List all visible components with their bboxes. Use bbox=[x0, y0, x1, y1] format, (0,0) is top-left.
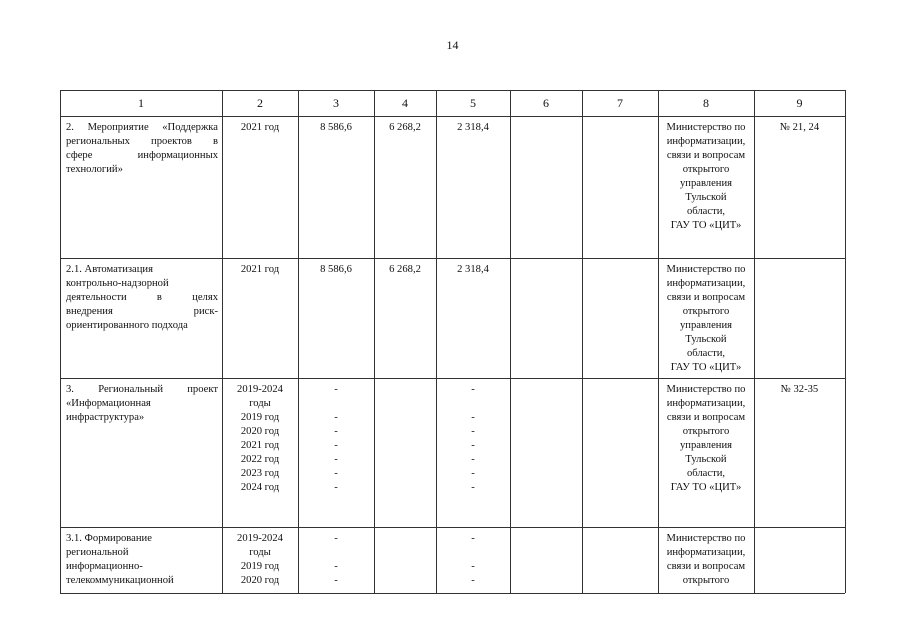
col3-value: 8 586,6 bbox=[320, 264, 352, 275]
col5-value: - bbox=[471, 533, 475, 544]
col3-cell bbox=[298, 383, 374, 495]
organization-cell bbox=[658, 383, 754, 495]
col4-cell bbox=[374, 263, 436, 277]
col5-value: - bbox=[471, 454, 475, 465]
org-line: управления bbox=[679, 440, 733, 451]
org-line: связи и вопросам bbox=[666, 292, 746, 303]
period-line: 2019 год bbox=[240, 412, 280, 423]
col5-value bbox=[436, 397, 510, 411]
period-cell bbox=[222, 383, 298, 495]
reference-cell: № 32-35 bbox=[780, 384, 819, 395]
name-line: информационно- bbox=[66, 561, 143, 572]
col3-value bbox=[298, 546, 374, 560]
col3-value: - bbox=[334, 468, 338, 479]
org-line: ГАУ ТО «ЦИТ» bbox=[670, 362, 742, 373]
organization-cell bbox=[658, 532, 754, 588]
header-col-9: 9 bbox=[796, 96, 803, 110]
period-line: 2020 год bbox=[240, 426, 280, 437]
header-col-3: 3 bbox=[333, 96, 339, 110]
header-col-8: 8 bbox=[703, 96, 709, 110]
col3-value: - bbox=[334, 440, 338, 451]
org-line: области, bbox=[686, 206, 726, 217]
org-line: связи и вопросам bbox=[666, 561, 746, 572]
org-line: информатизации, bbox=[666, 136, 746, 147]
col3-value: - bbox=[334, 533, 338, 544]
col3-cell bbox=[298, 121, 374, 135]
period-cell bbox=[222, 263, 298, 277]
col3-value: - bbox=[334, 426, 338, 437]
org-line: связи и вопросам bbox=[666, 412, 746, 423]
col3-value: - bbox=[334, 482, 338, 493]
org-line: ГАУ ТО «ЦИТ» bbox=[670, 482, 742, 493]
col5-cell bbox=[436, 383, 510, 495]
col5-cell bbox=[436, 532, 510, 588]
col5-value: 2 318,4 bbox=[457, 122, 489, 133]
col5-value: - bbox=[471, 561, 475, 572]
name-line: телекоммуникационной bbox=[66, 575, 174, 586]
col5-cell bbox=[436, 263, 510, 277]
period-line: 2024 год bbox=[240, 482, 280, 493]
org-line: открытого bbox=[682, 306, 730, 317]
org-line: Министерство по bbox=[666, 384, 746, 395]
name-line: 2. Мероприятие «Поддержка bbox=[66, 122, 218, 133]
reference-cell: № 21, 24 bbox=[779, 122, 820, 133]
col3-value bbox=[298, 397, 374, 411]
organization-cell bbox=[658, 263, 754, 375]
period-line: 2019 год bbox=[240, 561, 280, 572]
col5-value bbox=[436, 546, 510, 560]
name-line: ориентированного подхода bbox=[66, 320, 188, 331]
org-line: управления bbox=[679, 320, 733, 331]
org-line: Тульской bbox=[685, 192, 727, 203]
name-line: контрольно-надзорной bbox=[66, 278, 169, 289]
header-col-2: 2 bbox=[257, 96, 263, 110]
org-line: области, bbox=[686, 348, 726, 359]
col5-value: - bbox=[471, 440, 475, 451]
period-line: 2021 год bbox=[240, 264, 280, 275]
org-line: открытого bbox=[682, 164, 730, 175]
period-line: годы bbox=[249, 547, 271, 558]
header-col-4: 4 bbox=[402, 96, 408, 110]
row-name-cell bbox=[66, 532, 218, 588]
period-cell bbox=[222, 532, 298, 588]
col3-value: 8 586,6 bbox=[320, 122, 352, 133]
col5-value: - bbox=[471, 384, 475, 395]
org-line: управления bbox=[679, 178, 733, 189]
org-line: открытого bbox=[682, 575, 730, 586]
col5-value: - bbox=[471, 426, 475, 437]
col4-value: 6 268,2 bbox=[389, 264, 421, 275]
org-line: Министерство по bbox=[666, 264, 746, 275]
row-name-cell bbox=[66, 383, 218, 425]
name-line: региональных проектов в bbox=[66, 136, 218, 147]
header-col-5: 5 bbox=[470, 96, 476, 110]
col3-value: - bbox=[334, 454, 338, 465]
org-line: Министерство по bbox=[666, 122, 746, 133]
col5-value: - bbox=[471, 575, 475, 586]
col3-value: - bbox=[334, 561, 338, 572]
col3-value: - bbox=[334, 575, 338, 586]
org-line: Тульской bbox=[685, 334, 727, 345]
col3-cell bbox=[298, 263, 374, 277]
period-line: 2020 год bbox=[240, 575, 280, 586]
name-line: деятельности в целях bbox=[66, 292, 218, 303]
org-line: информатизации, bbox=[666, 547, 746, 558]
col3-cell bbox=[298, 532, 374, 588]
col3-value: - bbox=[334, 384, 338, 395]
org-line: Министерство по bbox=[666, 533, 746, 544]
col4-value: 6 268,2 bbox=[389, 122, 421, 133]
org-line: Тульской bbox=[685, 454, 727, 465]
name-line: «Информационная bbox=[66, 398, 151, 409]
name-line: внедрения риск- bbox=[66, 306, 218, 317]
org-line: области, bbox=[686, 468, 726, 479]
org-line: связи и вопросам bbox=[666, 150, 746, 161]
period-line: 2022 год bbox=[240, 454, 280, 465]
col5-value: 2 318,4 bbox=[457, 264, 489, 275]
header-col-6: 6 bbox=[543, 96, 549, 110]
page-number: 14 bbox=[446, 38, 459, 52]
period-cell bbox=[222, 121, 298, 135]
period-line: 2019-2024 bbox=[237, 533, 283, 544]
period-line: 2021 год bbox=[240, 122, 280, 133]
period-line: годы bbox=[249, 398, 271, 409]
organization-cell bbox=[658, 121, 754, 233]
col3-value: - bbox=[334, 412, 338, 423]
name-line: 3. Региональный проект bbox=[66, 384, 218, 395]
period-line: 2021 год bbox=[240, 440, 280, 451]
name-line: инфраструктура» bbox=[66, 412, 145, 423]
header-col-1: 1 bbox=[138, 96, 144, 110]
name-line: технологий» bbox=[66, 164, 123, 175]
row-name-cell bbox=[66, 121, 218, 177]
period-line: 2019-2024 bbox=[237, 384, 283, 395]
org-line: открытого bbox=[682, 426, 730, 437]
row-name-cell bbox=[66, 263, 218, 333]
header-col-7: 7 bbox=[617, 96, 623, 110]
col5-value: - bbox=[471, 482, 475, 493]
col4-cell bbox=[374, 121, 436, 135]
org-line: ГАУ ТО «ЦИТ» bbox=[670, 220, 742, 231]
col5-value: - bbox=[471, 468, 475, 479]
name-line: сфере информационных bbox=[66, 150, 218, 161]
org-line: информатизации, bbox=[666, 398, 746, 409]
col5-value: - bbox=[471, 412, 475, 423]
period-line: 2023 год bbox=[240, 468, 280, 479]
name-line: 3.1. Формирование bbox=[66, 533, 152, 544]
org-line: информатизации, bbox=[666, 278, 746, 289]
name-line: региональной bbox=[66, 547, 129, 558]
name-line: 2.1. Автоматизация bbox=[66, 264, 153, 275]
col5-cell bbox=[436, 121, 510, 135]
